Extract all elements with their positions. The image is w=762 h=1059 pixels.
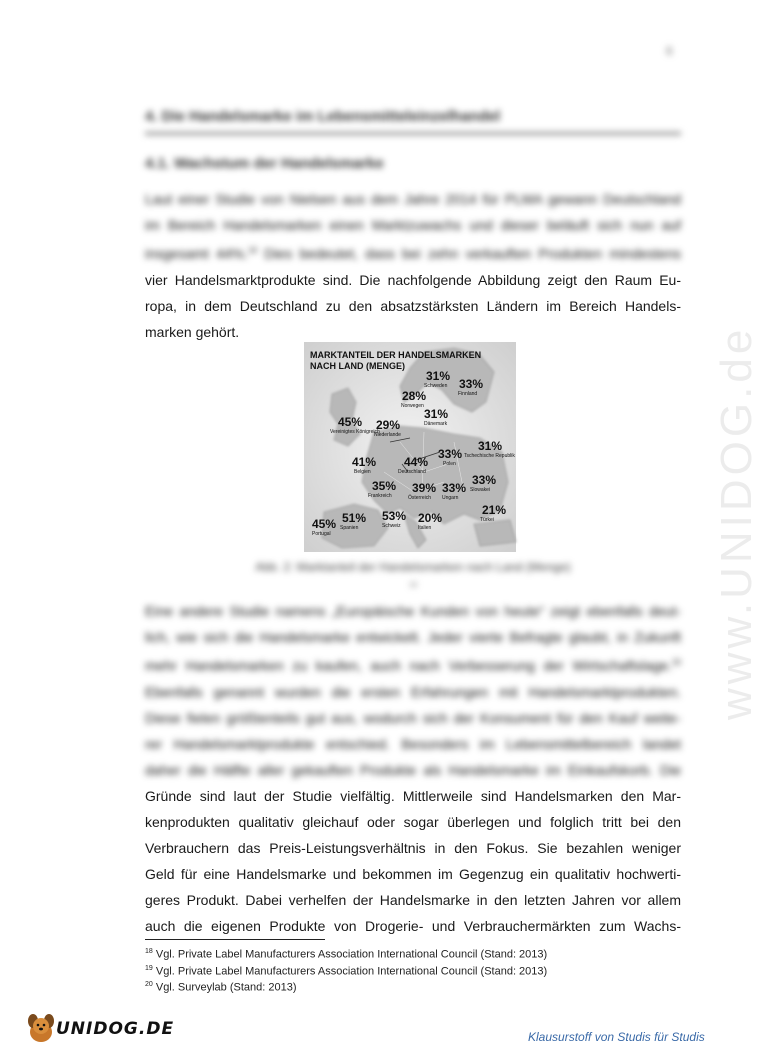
map-pct: 33% — [442, 481, 467, 495]
text-line: rer Handelsmarktprodukte entschied. Besonders im Lebensmittelbereich landet — [145, 735, 681, 752]
text-line: kenprodukten qualitativ gleichauf oder sogar überlegen und folglich tritt bei den — [145, 813, 681, 830]
map-pct: 41% — [352, 455, 377, 469]
text-line: Verbrauchern das Preis-Leistungsverhältnis in den Fokus. Sie bezahlen weniger — [145, 839, 681, 856]
map-pct: 39% — [412, 481, 437, 495]
market-share-map — [304, 342, 516, 552]
map-country: Vereinigtes Königreich — [330, 429, 380, 435]
map-country: Niederlande — [374, 432, 401, 438]
text-line: Geld für eine Handelsmarke und bekommen im Gegenzug ein qualitativ hochwerti- — [145, 865, 681, 882]
text-line: mehr Handelsmarken zu kaufen, auch nach Verbesserung der Wirtschaftslage.$^{20}$ — [145, 657, 681, 674]
map-country: Slowakei — [470, 487, 491, 493]
map-country: Tschechische Republik — [464, 453, 515, 459]
map-country: Norwegen — [401, 403, 424, 409]
text-line: Ebenfalls genannt wurden die ersten Erfahrungen mit Handelsmarktprodukten. — [145, 683, 681, 700]
footnote-ref: 18 — [248, 246, 257, 255]
map-pct: 31% — [424, 407, 449, 421]
map-pct: 35% — [372, 479, 397, 493]
map-pct: 44% — [404, 455, 429, 469]
paragraph-1 — [145, 186, 681, 345]
unidog-logo — [24, 1010, 175, 1046]
slogan: Klausurstoff von Studis für Studis — [528, 1030, 705, 1044]
footnote: $^{18}$ Vgl. Private Label Manufacturers Association International Council (Stand: 2013) — [145, 948, 548, 961]
footnotes — [145, 945, 547, 995]
map-country: Portugal — [312, 531, 331, 537]
map-pct: 29% — [376, 418, 401, 432]
page-number: 6 — [666, 44, 673, 58]
text-line: im Bereich Handelsmarken einen Marktzuwachs und dieser beläuft sich nun auf — [145, 217, 681, 233]
dog-icon — [24, 1010, 58, 1046]
map-pct: 33% — [472, 473, 497, 487]
text-line: lich, wie sich die Handelsmarke entwickelt. Jeder vierte Befragte glaubt, in Zukunft — [145, 629, 681, 645]
section-heading: 4.1. Wachstum der Handelsmarke — [145, 155, 384, 172]
map-country: Österreich — [408, 495, 432, 501]
map-pct: 33% — [438, 447, 463, 461]
text-line: auch die eigenen Produkte von Drogerie- und Verbrauchermärkten zum Wachs- — [145, 917, 681, 934]
map-country: Finnland — [458, 391, 478, 397]
watermark: www.UNIDOG.de — [712, 325, 761, 720]
footnote-rule — [145, 939, 325, 940]
map-country: Frankreich — [368, 493, 392, 499]
paragraph-2 — [145, 598, 681, 939]
figure-caption: Abb. 2: Marktanteil der Handelsmarken nach Land (Menge) — [255, 560, 571, 574]
map-pct: 31% — [478, 439, 503, 453]
logo-text: UNIDOG.DE — [56, 1019, 175, 1039]
map-country: Italien — [418, 525, 432, 531]
text-line: Laut einer Studie von Nielsen aus dem Jahre 2014 für PLMA gewann Deutschland — [145, 191, 681, 207]
text-line: ropa, in dem Deutschland zu den absatzstärksten Ländern im Bereich Handels- — [145, 297, 681, 314]
map-pct: 45% — [338, 415, 363, 429]
text-line: insgesamt 44%.$^{18}$ Dies bedeutet, dass bei zehn verkauften Produkten mindestens — [145, 245, 681, 262]
map-country: Schweden — [424, 383, 448, 389]
text-line: Gründe sind laut der Studie vielfältig. Mittlerweile sind Handelsmarken den Mar- — [145, 787, 681, 804]
map-pct: 31% — [426, 369, 451, 383]
text-line: geres Produkt. Dabei verhelfen der Handelsmarke in den letzten Jahren vor allem — [145, 891, 681, 908]
map-pct: 51% — [342, 511, 367, 525]
map-title-line-1: MARKTANTEIL DER HANDELSMARKEN — [310, 350, 482, 360]
map-title-line-2: NACH LAND (MENGE) — [310, 361, 405, 371]
chapter-heading: 4. Die Handelsmarke im Lebensmitteleinzelhandel — [145, 108, 501, 125]
heading-rule — [145, 132, 681, 135]
map-pct: 20% — [418, 511, 443, 525]
map-country: Polen — [443, 461, 456, 467]
footnote: $^{20}$ Vgl. Surveylab (Stand: 2013) — [145, 981, 297, 994]
text-line: Eine andere Studie namens „Europäische Kunden von heute“ zeigt ebenfalls deut- — [145, 603, 681, 619]
map-country: Belgien — [354, 469, 371, 475]
map-pct: 21% — [482, 503, 507, 517]
map-country: Dänemark — [424, 421, 448, 427]
map-pct: 33% — [459, 377, 484, 391]
map-country: Schweiz — [382, 523, 401, 529]
map-country: Spanien — [340, 525, 359, 531]
text-line: vier Handelsmarktprodukte sind. Die nachfolgende Abbildung zeigt den Raum Eu- — [145, 271, 681, 288]
footnote: $^{19}$ Vgl. Private Label Manufacturers Association International Council (Stand: 2013) — [145, 964, 548, 978]
text-line: marken gehört. — [145, 323, 240, 340]
map-pct: 28% — [402, 389, 427, 403]
map-pct: 53% — [382, 509, 407, 523]
map-pct: 45% — [312, 517, 337, 531]
map-country: Türkei — [480, 517, 494, 523]
map-country: Deutschland — [398, 469, 426, 475]
text-line: Diese fielen größtenteils gut aus, wodurch sich der Konsument für den Kauf weite- — [145, 709, 681, 726]
footnote-ref: 20 — [672, 658, 681, 667]
text-line: daher die Hälfte aller gekauften Produkte als Handelsmarke im Einkaufskorb. Die — [145, 761, 681, 778]
map-country: Ungarn — [442, 495, 459, 501]
figure-caption-note: 19 — [409, 582, 417, 589]
